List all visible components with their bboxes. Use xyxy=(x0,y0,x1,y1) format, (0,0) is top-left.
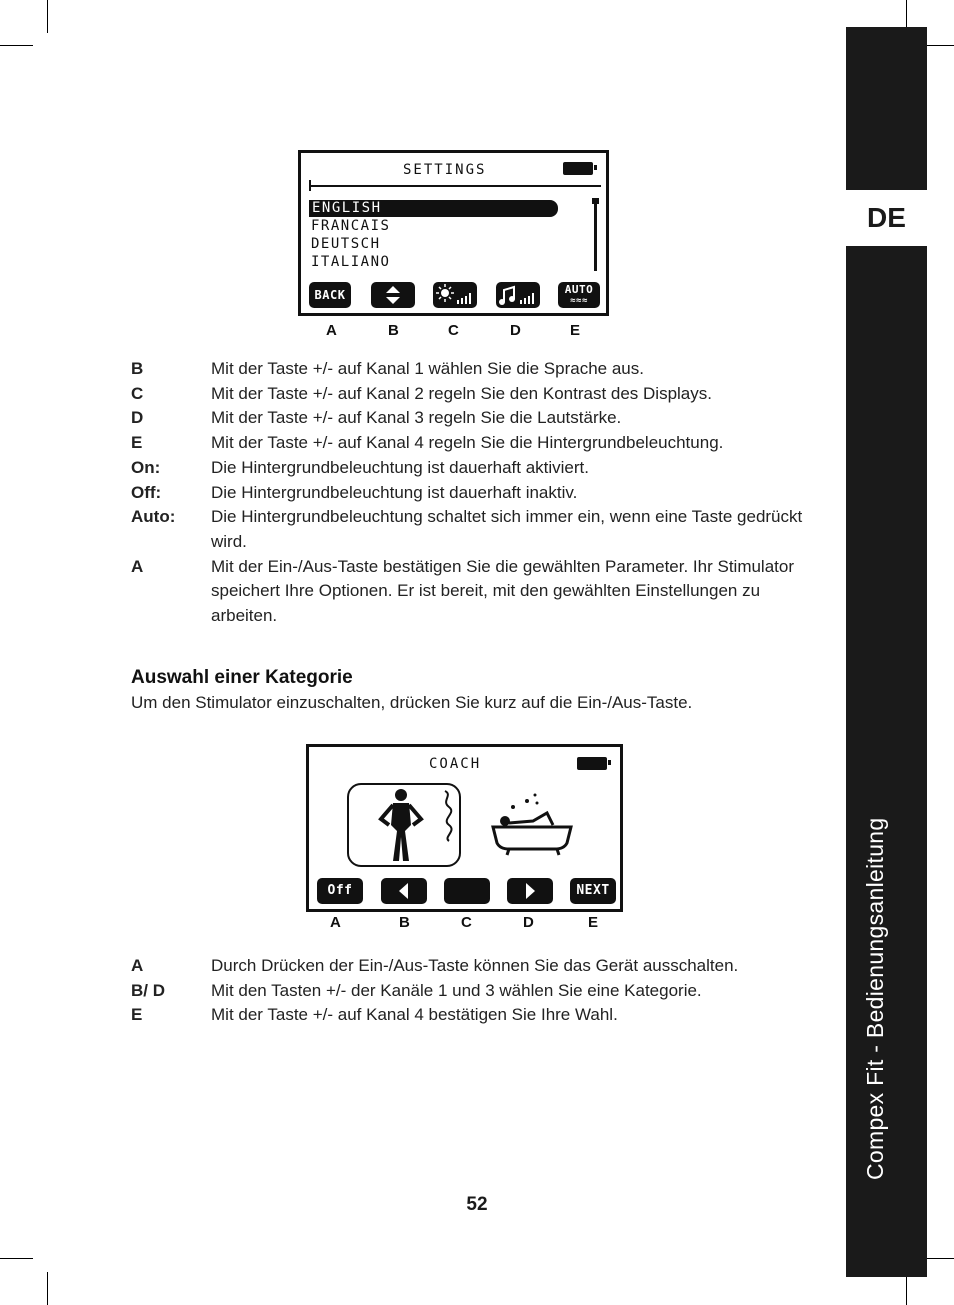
language-tab: DE xyxy=(846,190,927,246)
battery-icon xyxy=(577,757,607,770)
key-letter-b: B xyxy=(388,322,399,339)
side-tab-top xyxy=(846,27,927,190)
description-text: Mit der Taste +/- auf Kanal 1 wählen Sie die Sprache aus. xyxy=(211,359,644,378)
section-heading: Auswahl einer Kategorie xyxy=(131,667,353,688)
key-letter-c: C xyxy=(461,914,472,931)
contrast-icon xyxy=(433,282,477,308)
description-key: A xyxy=(131,556,144,576)
previous-softkey[interactable] xyxy=(381,878,427,904)
up-down-arrows-icon xyxy=(371,282,415,308)
crop-mark xyxy=(0,1258,33,1259)
squiggle-icon xyxy=(439,787,459,843)
description-row xyxy=(131,1003,823,1028)
settings-screen xyxy=(298,150,609,316)
off-softkey[interactable]: Off xyxy=(317,878,363,904)
language-item-italiano[interactable]: ITALIANO xyxy=(311,254,391,270)
up-down-softkey[interactable] xyxy=(371,282,415,308)
description-text: Die Hintergrundbeleuchtung ist dauerhaft inaktiv. xyxy=(211,482,578,502)
side-tab-title: Compex Fit - Bedienungsanleitung xyxy=(862,817,888,1180)
next-arrow-softkey[interactable] xyxy=(507,878,553,904)
battery-icon xyxy=(563,162,593,175)
description-text: Mit den Tasten +/- der Kanäle 1 und 3 wählen Sie eine Kategorie. xyxy=(211,980,702,1000)
page-number: 52 xyxy=(466,1194,488,1215)
settings-key-letters xyxy=(300,322,610,342)
description-row xyxy=(131,382,823,407)
description-row xyxy=(131,481,823,506)
divider-marker xyxy=(309,180,311,191)
coach-title: COACH xyxy=(429,756,482,772)
next-softkey[interactable]: NEXT xyxy=(570,878,616,904)
auto-softkey[interactable] xyxy=(558,282,600,308)
description-row xyxy=(131,357,823,382)
description-row xyxy=(131,954,823,979)
description-key: Auto: xyxy=(131,507,176,527)
settings-descriptions xyxy=(131,357,823,629)
description-key: C xyxy=(131,383,144,403)
language-item-english[interactable]: ENGLISH xyxy=(309,200,558,217)
key-letter-e: E xyxy=(570,322,581,339)
auto-label: AUTO xyxy=(564,283,594,296)
description-text: Mit der Ein-/Aus-Taste bestätigen Sie die gewählten Parameter. Ihr Stimulator speichert Ihre Optionen. Er ist bereit, mit den gewählten Einstellungen zu arbeiten. xyxy=(211,556,795,626)
section-intro: Um den Stimulator einzuschalten, drücken Sie kurz auf die Ein-/Aus-Taste. xyxy=(131,693,693,712)
description-key: E xyxy=(131,433,143,453)
blank-softkey[interactable] xyxy=(444,878,490,904)
scrollbar[interactable] xyxy=(594,198,597,271)
description-key: D xyxy=(131,408,144,428)
description-text: Durch Drücken der Ein-/Aus-Taste können Sie das Gerät ausschalten. xyxy=(211,956,739,975)
description-row xyxy=(131,406,823,431)
divider-line xyxy=(309,185,601,187)
scrollbar-thumb[interactable] xyxy=(592,198,599,204)
description-row xyxy=(131,505,823,554)
volume-softkey[interactable] xyxy=(496,282,540,308)
crop-mark xyxy=(47,1272,48,1305)
bathtub-relax-icon xyxy=(487,787,577,857)
description-row xyxy=(131,431,823,456)
volume-icon xyxy=(496,282,540,308)
coach-key-letters xyxy=(306,914,623,934)
description-text: Mit der Taste +/- auf Kanal 3 regeln Sie die Lautstärke. xyxy=(211,408,622,428)
description-key: E xyxy=(131,1005,143,1025)
key-letter-b: B xyxy=(399,914,410,931)
coach-screen xyxy=(306,744,623,912)
description-key: A xyxy=(131,956,144,975)
description-row xyxy=(131,456,823,481)
settings-title: SETTINGS xyxy=(403,162,487,178)
arrow-left-icon xyxy=(381,878,427,904)
arrow-right-icon xyxy=(507,878,553,904)
athlete-icon xyxy=(369,785,433,865)
description-row xyxy=(131,555,823,629)
key-letter-d: D xyxy=(523,914,534,931)
key-letter-d: D xyxy=(510,322,521,339)
description-row xyxy=(131,979,823,1004)
crop-mark xyxy=(0,45,33,46)
description-text: Die Hintergrundbeleuchtung ist dauerhaft aktiviert. xyxy=(211,457,589,477)
key-letter-c: C xyxy=(448,322,459,339)
description-text: Mit der Taste +/- auf Kanal 4 bestätigen Sie Ihre Wahl. xyxy=(211,1005,618,1025)
language-item-francais[interactable]: FRANCAIS xyxy=(311,218,391,234)
key-letter-a: A xyxy=(330,914,341,931)
back-softkey[interactable]: BACK xyxy=(309,282,351,308)
description-key: B xyxy=(131,359,144,378)
coach-descriptions xyxy=(131,954,823,1028)
description-key: On: xyxy=(131,457,161,477)
description-key: B/ D xyxy=(131,980,165,1000)
backlight-wave-icon: ≈≈≈ xyxy=(570,296,588,306)
description-text: Mit der Taste +/- auf Kanal 2 regeln Sie den Kontrast des Displays. xyxy=(211,383,712,403)
contrast-softkey[interactable] xyxy=(433,282,477,308)
description-text: Die Hintergrundbeleuchtung schaltet sich immer ein, wenn eine Taste gedrückt wird. xyxy=(211,507,803,551)
language-item-deutsch[interactable]: DEUTSCH xyxy=(311,236,381,252)
description-key: Off: xyxy=(131,482,162,502)
key-letter-e: E xyxy=(588,914,599,931)
crop-mark xyxy=(47,0,48,33)
description-text: Mit der Taste +/- auf Kanal 4 regeln Sie die Hintergrundbeleuchtung. xyxy=(211,433,724,453)
key-letter-a: A xyxy=(326,322,337,339)
